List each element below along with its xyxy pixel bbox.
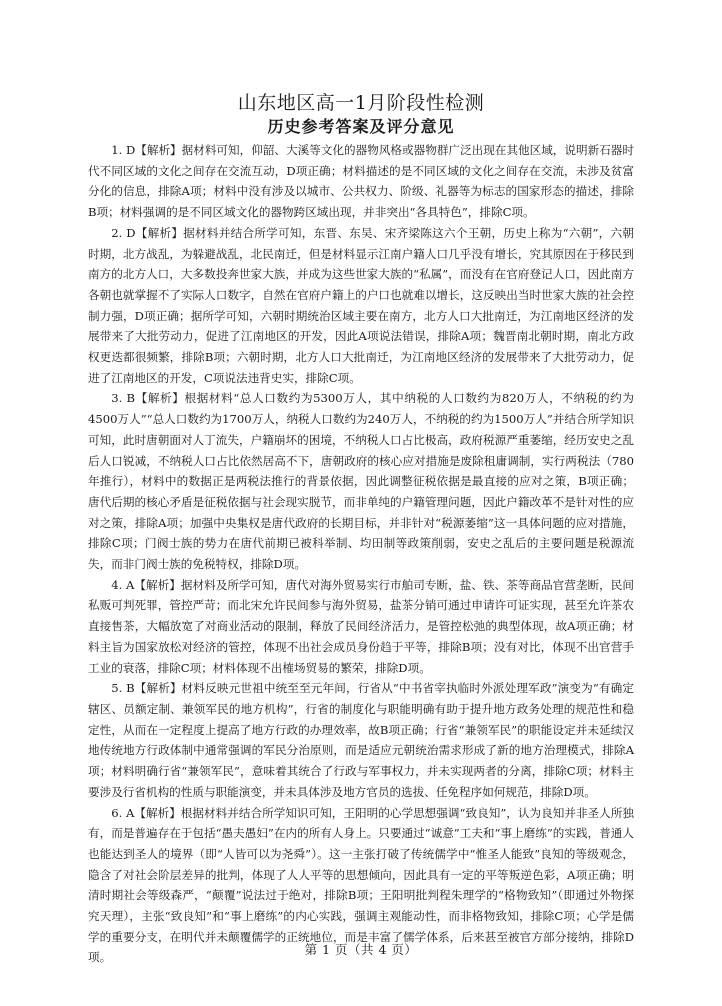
- answer-list: [88, 140, 634, 968]
- answer-item-1: 1. D【解析】据材料可知，仰韶、大溪等文化的器物风格或器物群广泛出现在其他区域，说明新石器时代不同区域的文化之间存在交流互动，D项正确；材料描述的是不同区域的文化之间存在交流，未涉及贫富分化的信息，排除A项；材料中没有涉及以城市、公共权力、阶级、礼器等为标志的国家形态的描述，排除B项；材料强调的是不同区域文化的器物跨区域出现，并非突出“各具特色”，排除C项。: [88, 143, 634, 220]
- answer-item-3: 3. B【解析】根据材料“总人口数约为5300万人，其中纳税的人口数约为820万人，不纳税的约为4500万人”“总人口数约为1700万人，纳税人口数约为240万人，不纳税的约为1500万人”并结合所学知识可知，此时唐朝面对人丁流失，户籍崩坏的困境，不纳税人口占比极高，政府税源严重萎缩，经历安史之乱后人口锐减，不纳税人口占比依然居高不下，唐朝政府的核心应对措施是废除租庸调制，实行两税法（780年推行），材料中的数据正是两税法推行的背景依据，因此调整征税依据是最直接的应对之策，B项正确；唐代后期的核心矛盾是征税依据与社会现实脱节，而非单纯的户籍管理问题，因此户籍改革不是针对性的应对之策，排除A项；加强中央集权是唐代政府的长期目标，并非针对“税源萎缩”这一具体问题的应对措施，排除C项；门阀士族的势力在唐代前期已被科举制、均田制等政策削弱，安史之乱后的主要问题是税源流失，而非门阀士族的免税特权，排除D项。: [88, 391, 634, 572]
- answer-item-4: 4. A【解析】据材料及所学可知，唐代对海外贸易实行市舶司专断，盐、铁、茶等商品官营垄断，民间私贩可判死罪，管控严苛；而北宋允许民间参与海外贸易，盐茶分销可通过申请许可证实现，甚至允许茶农直接售茶，大幅放宽了对商业活动的限制，释放了民间经济活力，是管控松弛的典型体现，故A项正确；材料主旨为国家放松对经济的管控，体现不出社会成员身份趋于平等，排除B项；没有对比，体现不出官营手工业的衰落，排除C项；材料体现不出榷场贸易的繁荣，排除D项。: [88, 577, 634, 675]
- answer-item-5: 5. B【解析】材料反映元世祖中统至至元年间，行省从“中书省宰执临时外派处理军政”演变为“有确定辖区、员额定制、兼领军民的地方机构”，行省的制度化与职能明确有助于提升地方政务处理的规范性和稳定性，从而在一定程度上提高了地方行政的办理效率，故B项正确；行省“兼领军民”的职能设定并未延续汉地传统地方行政体制中通常强调的军民分治原则，而是适应元朝统治需求形成了新的地方治理模式，排除A项；材料明确行省“兼领军民”，意味着其统合了行政与军事权力，并未实现两者的分离，排除C项；材料主要涉及行省机构的性质与职能演变，并未具体涉及地方官员的选拔、任免程序如何规范，排除D项。: [88, 681, 634, 799]
- document-subtitle: 历史参考答案及评分意见: [267, 117, 455, 136]
- answer-item-2: 2. D【解析】据材料并结合所学可知，东晋、东吴、宋齐梁陈这六个王朝，历史上称为“六朝”，六朝时期，北方战乱，为躲避战乱，北民南迁，但是材料显示江南户籍人口几乎没有增长，究其原因在于移民到南方的北方人口，大多数投奔世家大族，并成为这些世家大族的“私属”，而没有在官府登记人口，因此南方各朝也就掌握不了实际人口数字，自然在官府户籍上的户口也就难以增长，这反映出当时世家大族的社会控制力强，D项正确；据所学可知，六朝时期统治区域主要在南方，北方人口大批南迁，为江南地区经济的发展带来了大批劳动力，促进了江南地区的开发，因此A项说法错误，排除A项；魏晋南北朝时期，南北方政权更迭都很频繁，排除B项；六朝时期，北方人口大批南迁，为江南地区经济的发展带来了大批劳动力，促进了江南地区的开发，C项说法违背史实，排除C项。: [88, 225, 634, 385]
- page-number: 第 1 页（共 4 页）: [304, 942, 418, 957]
- document-title: 山东地区高一1月阶段性检测: [237, 92, 485, 114]
- answer-item-6: 6. A【解析】根据材料并结合所学知识可知，王阳明的心学思想强调“致良知”，认为良知并非圣人所独有，而是普遍存在于包括“愚夫愚妇”在内的所有人身上。只要通过“诚意”工夫和“事上磨练”的实践，普通人也能达到圣人的境界（即“人皆可以为尧舜”）。这一主张打破了传统儒学中“惟圣人能致”良知的等级观念，隐含了对社会阶层差异的批判，体现了人人平等的思想倾向，因此具有一定的平等叛逆色彩，A项正确；明清时期社会等级森严，“颠覆”说法过于绝对，排除B项；王阳明批判程朱理学的“格物致知”（即通过外物探究天理），主张“致良知”和“事上磨练”的内心实践，强调主观能动性，而非格物致知，排除C项；心学是儒学的重要分支，在明代并未颠覆儒学的正统地位，而是丰富了儒学体系，后来甚至被官方部分接纳，排除D项。: [88, 805, 634, 965]
